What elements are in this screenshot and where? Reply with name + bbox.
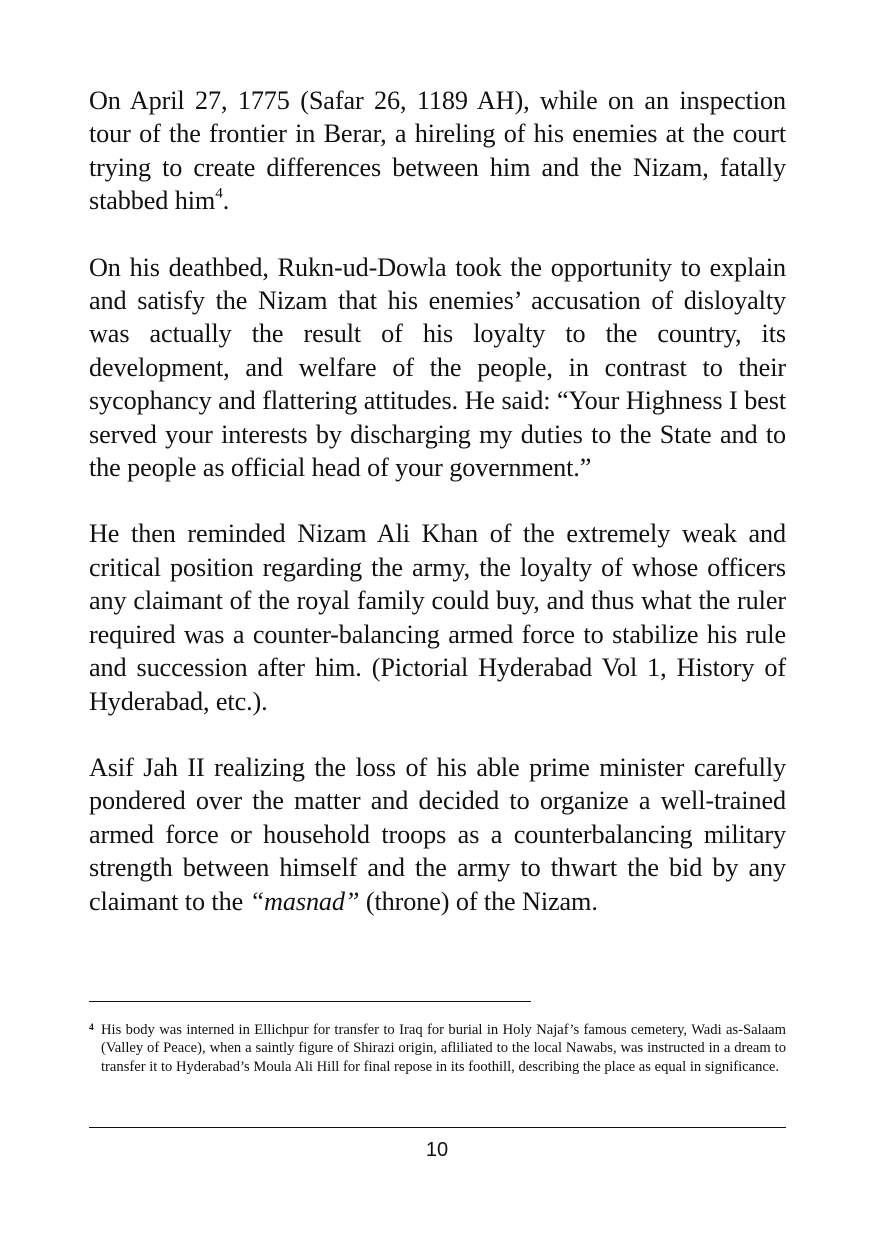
footnote [89, 1021, 786, 1076]
paragraph-4-before: Asif Jah II realizing the loss of his able prime minister carefully pondered over the matter and decided to organize a well-trained armed force or household troops as a counterbalancing military strength between himself and the army to thwart the bid by any claimant to the [89, 752, 786, 916]
paragraph-1 [89, 84, 786, 218]
paragraph-1-end: . [222, 186, 230, 216]
page-number: 10 [425, 1139, 449, 1161]
paragraph-2: On his deathbed, Rukn-ud-Dowla took the opportunity to explain and satisfy the Nizam that his enemies’ accusation of disloyalty was actually the result of his loyalty to the country, its development, and welfare of the people, in contrast to their sycophancy and flattering attitudes. He said: “Your Highness I best served your interests by discharging my duties to the State and to the people as official head of your government.” [89, 252, 786, 483]
footnote-separator [89, 1001, 531, 1002]
paragraph-4-after: (throne) of the Nizam. [359, 886, 598, 916]
paragraph-3: He then reminded Nizam Ali Khan of the extremely weak and critical position regarding the army, the loyalty of whose officers any claimant of the royal family could buy, and thus what the ruler required was a counter-balancing armed force to stabilize his rule and succession after him. (Pictorial Hyderabad Vol 1, History of Hyderabad, etc.). [89, 519, 786, 716]
page-body [89, 84, 786, 951]
page-footer-rule [89, 1127, 786, 1128]
paragraph-4 [89, 751, 786, 918]
paragraph-1-text: On April 27, 1775 (Safar 26, 1189 AH), while on an inspection tour of the frontier in Berar, a hireling of his enemies at the court trying to create differences between him and the Nizam, fatally stabbed him [89, 86, 786, 216]
paragraph-4-emphasis: “masnad” [249, 886, 360, 916]
footnote-reference[interactable]: 4 [215, 184, 223, 202]
footnote-text: His body was interned in Ellichpur for transfer to Iraq for burial in Holy Najaf’s famous cemetery, Wadi as-Salaam (Valley of Peace), when a saintly figure of Shirazi origin, afliliated to the local Nawabs, was instructed in a dream to transfer it to Hyderabad’s Moula Ali Hill for final repose in its foothill, describing the place as equal in significance. [101, 1022, 786, 1075]
footnote-number: 4 [89, 1023, 94, 1033]
